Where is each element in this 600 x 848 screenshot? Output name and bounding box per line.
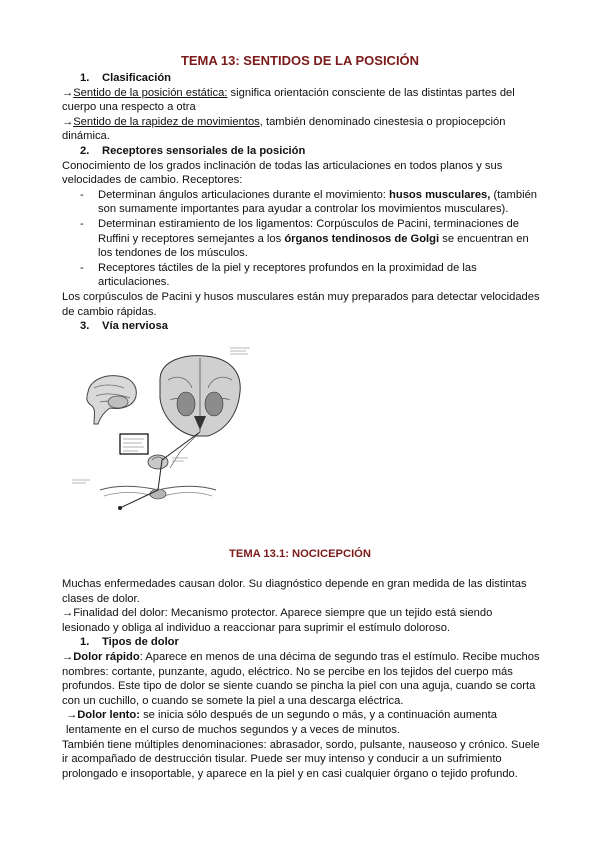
list-item: - Receptores táctiles de la piel y receptores profundos en la proximidad de las articulaciones. bbox=[62, 261, 540, 290]
paragraph: →Sentido de la rapidez de movimientos, también denominado cinestesia o propiocepción dinámica. bbox=[62, 115, 506, 143]
paragraph: →Finalidad del dolor: Mecanismo protector. Aparece siempre que un tejido está siendo lesionado y obliga al individuo a reaccionar para suprimir el estímulo doloroso. bbox=[62, 607, 493, 634]
list-item: - Determinan ángulos articulaciones durante el movimiento: husos musculares, (también son sumamente importantes para ayudar a controlar los movimientos musculares). bbox=[62, 188, 540, 217]
paragraph: Muchas enfermedades causan dolor. Su diagnóstico depende en gran medida de las distintas clases de dolor. bbox=[62, 578, 527, 605]
section-heading: 3. Vía nerviosa bbox=[80, 320, 168, 333]
paragraph: →Sentido de la posición estática: significa orientación consciente de las distintas partes del cuerpo una respecto a otra bbox=[62, 86, 515, 114]
section-nocicepcion bbox=[62, 577, 540, 781]
paragraph: Los corpúsculos de Pacini y husos musculares están muy preparados para detectar velocidades de cambio rápidas. bbox=[62, 290, 540, 318]
section-title-nocicepcion: TEMA 13.1: NOCICEPCIÓN bbox=[229, 548, 371, 560]
spinal-cord-icon bbox=[100, 455, 216, 499]
section-heading: 2. Receptores sensoriales de la posición bbox=[80, 144, 306, 157]
sagittal-brain-icon bbox=[87, 376, 137, 424]
section-clasificacion bbox=[62, 71, 540, 334]
section-heading: 1. Clasificación bbox=[80, 72, 172, 84]
nerve-pathway-figure bbox=[60, 340, 280, 520]
paragraph: Conocimiento de los grados inclinación de todas las articulaciones en todos planos y sus velocidades de cambio. Receptores: bbox=[62, 159, 503, 187]
brain-diagram-illustration bbox=[60, 340, 280, 520]
label-box bbox=[72, 434, 188, 483]
section-heading: 1. Tipos de dolor bbox=[80, 636, 179, 649]
paragraph: También tiene múltiples denominaciones: abrasador, sordo, pulsante, nauseoso y crónico. Suele ir acompañado de destrucción tisular. Puede ser muy intenso y conducir a un sufrimiento prolongado e insoportable, y aparece en la piel y en casi cualquier órgano o tejido profundo. bbox=[62, 738, 540, 780]
coronal-brain-icon bbox=[160, 346, 252, 436]
receptor-list bbox=[62, 188, 540, 290]
paragraph: →Dolor rápido: Aparece en menos de una décima de segundo tras el estímulo. Recibe muchos nombres: cortante, punzante, agudo, eléctrico. No se percibe en los tejidos del cuerpo más profundos. Este tipo de dolor se siente cuando se pincha la piel con una aguja, cuando se corta con un cuchillo, o cuando se somete la piel a una descarga eléctrica. bbox=[62, 650, 540, 707]
page-title: TEMA 13: SENTIDOS DE LA POSICIÓN bbox=[180, 53, 420, 68]
list-item: - Determinan estiramiento de los ligamentos: Corpúsculos de Pacini, terminaciones de Ruffini y receptores semejantes a los órganos tendinosos de Golgi se encuentran en los tendones de los músculos. bbox=[62, 217, 540, 261]
paragraph: →Dolor lento: se inicia sólo después de un segundo o más, y a continuación aumenta lentamente en el curso de muchos segundos y a veces de minutos. bbox=[66, 709, 497, 736]
